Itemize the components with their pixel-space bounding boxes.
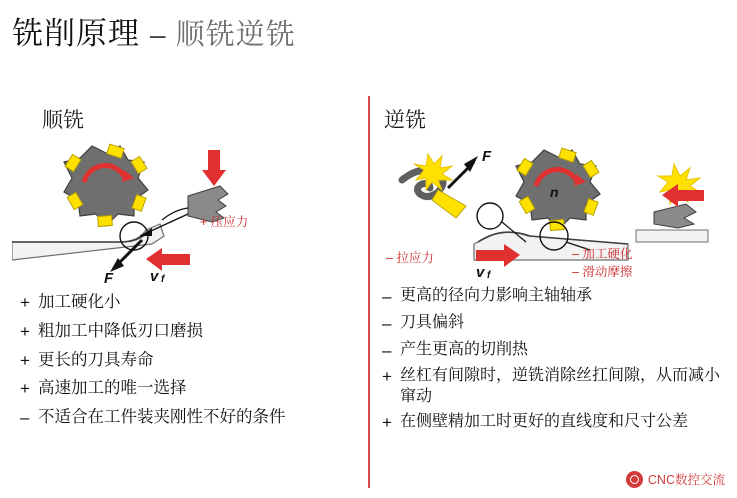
bullet-mark: – [20,408,30,427]
panel-conventional-milling [378,96,730,488]
chip-shape-right [402,154,466,218]
conventional-milling-figure [378,124,730,284]
list-item [20,407,364,429]
list-item [382,412,726,434]
page-title [12,8,296,53]
wechat-logo-icon [626,471,643,488]
list-item [382,340,726,362]
list-item [20,378,364,400]
panel-right-heading: 逆铣 [384,109,426,132]
sliding-friction-label: – 滑动摩擦 [572,265,633,279]
bullet-mark: + [382,413,392,433]
bullet-mark: – [382,340,392,360]
bullet-mark: – [382,287,392,306]
bullet-text: 更高的径向力影响主轴轴承 [400,287,593,304]
bullet-text: 高速加工的唯一选择 [38,379,187,398]
list-item [382,313,726,335]
bullet-text: 不适合在工件装夹刚性不好的条件 [38,408,286,426]
list-item [382,286,726,308]
bullet-mark: + [20,321,30,341]
feed-force-label: F [104,270,114,287]
cutting-force-arrow-right [448,156,478,188]
compressive-stress-label: + 压应力 [200,215,249,229]
climb-milling-figure [12,124,364,287]
bullet-mark: + [382,367,392,387]
work-hardening-label: – 加工硬化 [572,247,633,261]
cut-force-label: F [482,148,492,165]
list-item [382,366,726,407]
chip-exit-right [636,164,708,242]
climb-milling-bullet-list [20,292,364,436]
list-item [20,350,364,372]
conventional-milling-bullet-list [382,286,726,439]
cut-entry-highlight [477,203,503,229]
panel-climb-milling [12,96,364,488]
title-dash: – [150,19,166,50]
milling-cutter-left [64,144,148,227]
feed-velocity-subscript: f [487,270,491,281]
bullet-text: 在侧壁精加工时更好的直线度和尺寸公差 [400,413,689,431]
bullet-text: 粗加工中降低刃口磨损 [38,321,203,340]
bullet-text: 刀具偏斜 [400,313,465,331]
list-item [20,292,364,314]
bullet-text: 丝杠有间隙时，逆铣消除丝扛间隙，从而减小窜动 [400,367,721,405]
bullet-text: 加工硬化小 [38,293,121,311]
panel-left-heading: 顺铣 [42,109,84,132]
bullet-mark: + [20,350,30,370]
title-subtitle-text: 顺铣逆铣 [175,19,296,51]
bullet-mark: + [20,293,30,312]
climb-milling-diagram-svg [12,124,364,289]
title-main-text: 铣削原理 [12,16,140,51]
bullet-text: 更长的刀具寿命 [38,350,154,369]
feed-velocity-label: v [150,268,159,285]
tensile-stress-label: – 拉应力 [386,251,434,265]
watermark [622,468,729,490]
watermark-text: CNC数控交流 [647,473,725,487]
spindle-speed-label: n [550,184,559,200]
bullet-text: 产生更高的切削热 [400,340,529,358]
vertical-divider [368,96,370,488]
feed-velocity-label: v [476,264,485,281]
bullet-mark: – [382,313,392,333]
bullet-mark: + [20,379,30,399]
chip-load-arrow [202,150,226,186]
list-item [20,321,364,343]
feed-velocity-subscript: f [161,274,165,285]
